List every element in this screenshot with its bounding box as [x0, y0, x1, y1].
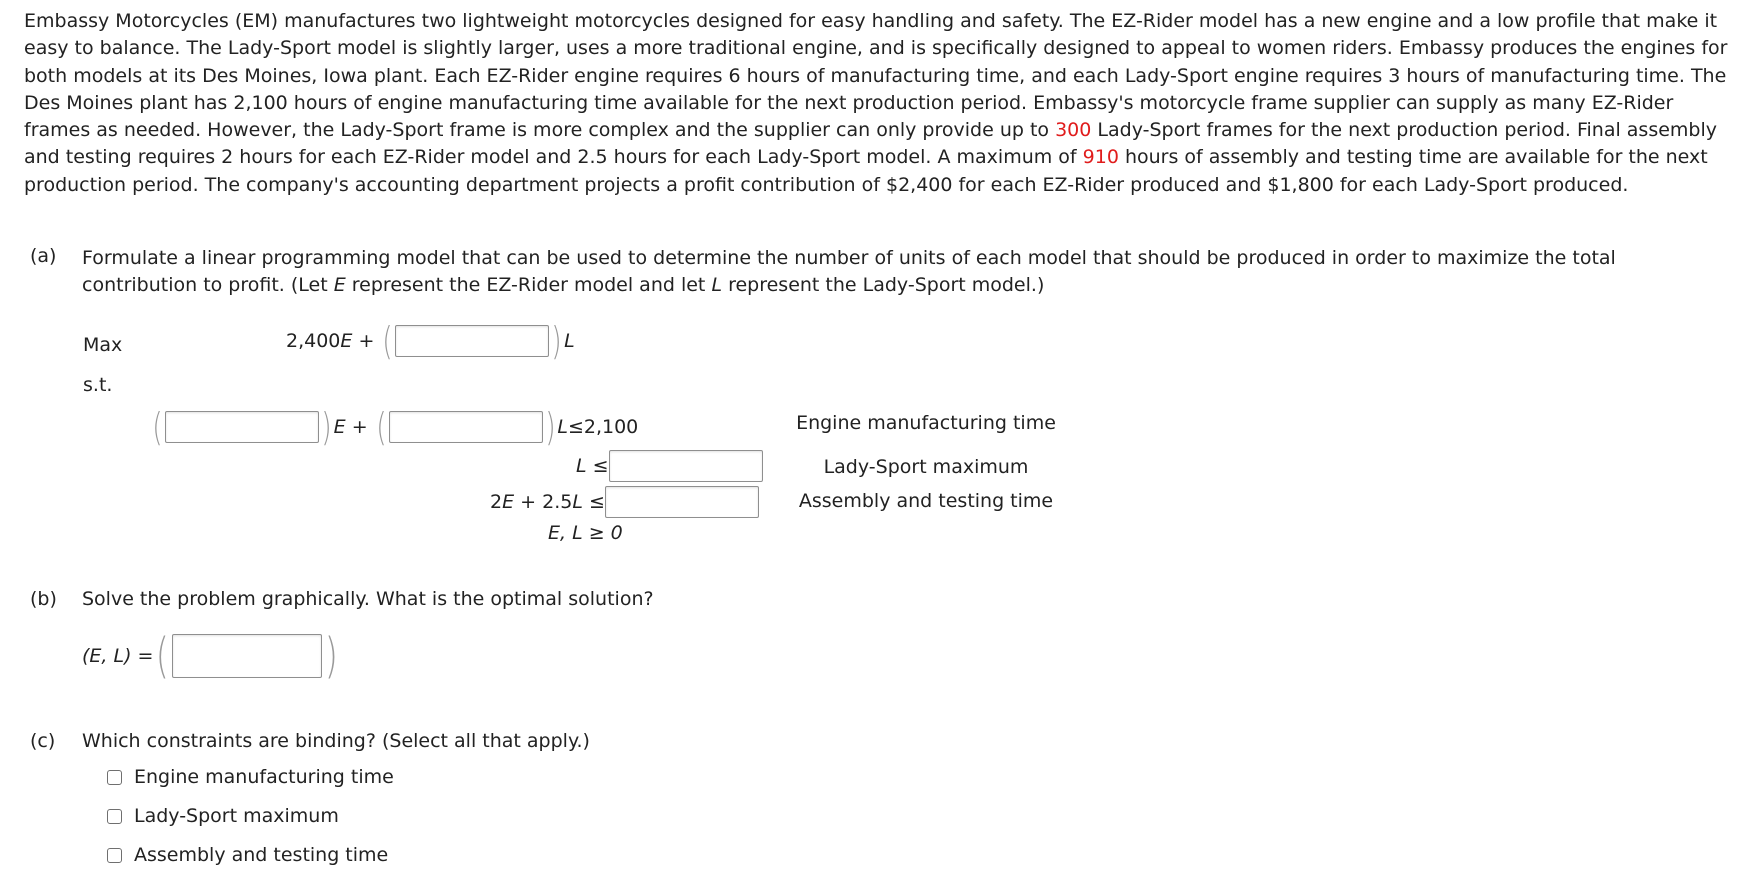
part-b-label: (b) [30, 588, 57, 610]
assembly-coef-l: + 2.5 [520, 491, 573, 513]
problem-statement [24, 8, 1739, 199]
le-sign: ≤ [588, 491, 605, 513]
constraint-assembly [490, 486, 759, 518]
part-a-label: (a) [30, 245, 57, 267]
intro-text-2: Lady-Sport frames for the next production period. Final assembly and testing requires 2 hours for each EZ-Rider model and 2.5 hours for each Lady-Sport model. A maximum of [24, 119, 1718, 169]
engine-coef-l-input[interactable] [390, 412, 542, 442]
st-label: s.t. [83, 374, 113, 396]
checkbox[interactable] [107, 770, 122, 785]
max-label: Max [83, 334, 123, 356]
part-a-question: Formulate a linear programming model that can be used to determine the number of units of each model that should be produced in order to maximize the total contribution to profit. (Let E represent the EZ-Rider model and let L represent the Lady-Sport model.) [82, 247, 1616, 296]
non-negativity: E, L ≥ 0 [548, 522, 623, 544]
close-paren: ) [544, 405, 556, 449]
open-paren: ( [152, 405, 163, 449]
binding-option-lady[interactable] [107, 805, 339, 827]
optimal-solution-row [82, 628, 341, 684]
assembly-limit-value: 910 [1082, 146, 1119, 169]
frames-limit-value: 300 [1055, 119, 1092, 142]
part-c-question: Which constraints are binding? (Select all that apply.) [82, 730, 590, 752]
engine-coef-e-input[interactable] [166, 412, 318, 442]
close-paren: ) [325, 628, 339, 684]
var-e: E [502, 491, 515, 513]
objective-coef-l-box[interactable] [395, 325, 549, 357]
binding-option-engine[interactable] [107, 766, 394, 788]
engine-rhs: 2,100 [583, 416, 639, 438]
lady-sport-rhs-box[interactable] [609, 450, 763, 482]
var-l: L [557, 416, 568, 438]
checkbox[interactable] [107, 848, 122, 863]
open-paren: ( [375, 405, 387, 449]
assembly-rhs-input[interactable] [606, 487, 758, 517]
constraint-name-lady: Lady-Sport maximum [823, 456, 1029, 478]
constraint-name-assembly: Assembly and testing time [798, 490, 1054, 512]
intro-text-3: hours of assembly and testing time are available for the next production period. The company's accounting department projects a profit contribution of $2,400 for each EZ-Rider produced and $1,800 for each Lady-Sport produced. [24, 146, 1708, 196]
open-paren: ( [156, 628, 170, 684]
var-l: L [576, 455, 587, 477]
objective-coef-l-input[interactable] [396, 326, 548, 356]
option-label: Engine manufacturing time [134, 766, 394, 788]
open-paren: ( [382, 319, 394, 363]
var-l: L [572, 491, 583, 513]
option-label: Lady-Sport maximum [134, 805, 339, 827]
lady-sport-rhs-input[interactable] [610, 451, 762, 481]
close-paren: ) [321, 405, 332, 449]
intro-text-1: Embassy Motorcycles (EM) manufactures two lightweight motorcycles designed for easy handling and safety. The EZ-Rider model has a new engine and a low profile that make it easy to balance. The Lady-Sport model is slightly larger, uses a more traditional engine, and is specifically designed to appeal to women riders. Embassy produces the engines for both models at its Des Moines, Iowa plant. Each EZ-Rider engine requires 6 hours of manufacturing time, and each Lady-Sport engine requires 3 hours of manufacturing time. The Des Moines plant has 2,100 hours of engine manufacturing time available for the next production period. Embassy's motorcycle frame supplier can supply as many EZ-Rider frames as needed. However, the Lady-Sport frame is more complex and the supplier can only provide up to [24, 10, 1728, 142]
le-sign: ≤ [567, 416, 584, 438]
objective-function [286, 319, 575, 363]
close-paren: ) [551, 319, 562, 363]
engine-coef-e-box[interactable] [165, 411, 319, 443]
var-e: E [340, 330, 353, 352]
part-c-label: (c) [30, 730, 56, 752]
engine-coef-l-box[interactable] [389, 411, 543, 443]
assembly-coef-e: 2 [490, 491, 503, 513]
var-e: E [333, 416, 346, 438]
optimal-solution-label: (E, L) = [82, 645, 154, 667]
le-sign: ≤ [592, 455, 609, 477]
assembly-rhs-box[interactable] [605, 486, 759, 518]
binding-option-assembly[interactable] [107, 844, 388, 866]
constraint-engine [150, 405, 639, 449]
constraint-name-engine: Engine manufacturing time [796, 412, 1056, 434]
option-label: Assembly and testing time [134, 844, 389, 866]
checkbox[interactable] [107, 809, 122, 824]
plus-sign: + [351, 416, 368, 438]
optimal-solution-box[interactable] [172, 634, 322, 678]
var-l: L [564, 330, 575, 352]
part-b-question: Solve the problem graphically. What is the optimal solution? [82, 588, 654, 610]
constraint-lady-sport [576, 450, 763, 482]
plus-sign: + [358, 330, 375, 352]
objective-coef-e: 2,400 [286, 330, 341, 352]
optimal-solution-input[interactable] [173, 635, 321, 677]
